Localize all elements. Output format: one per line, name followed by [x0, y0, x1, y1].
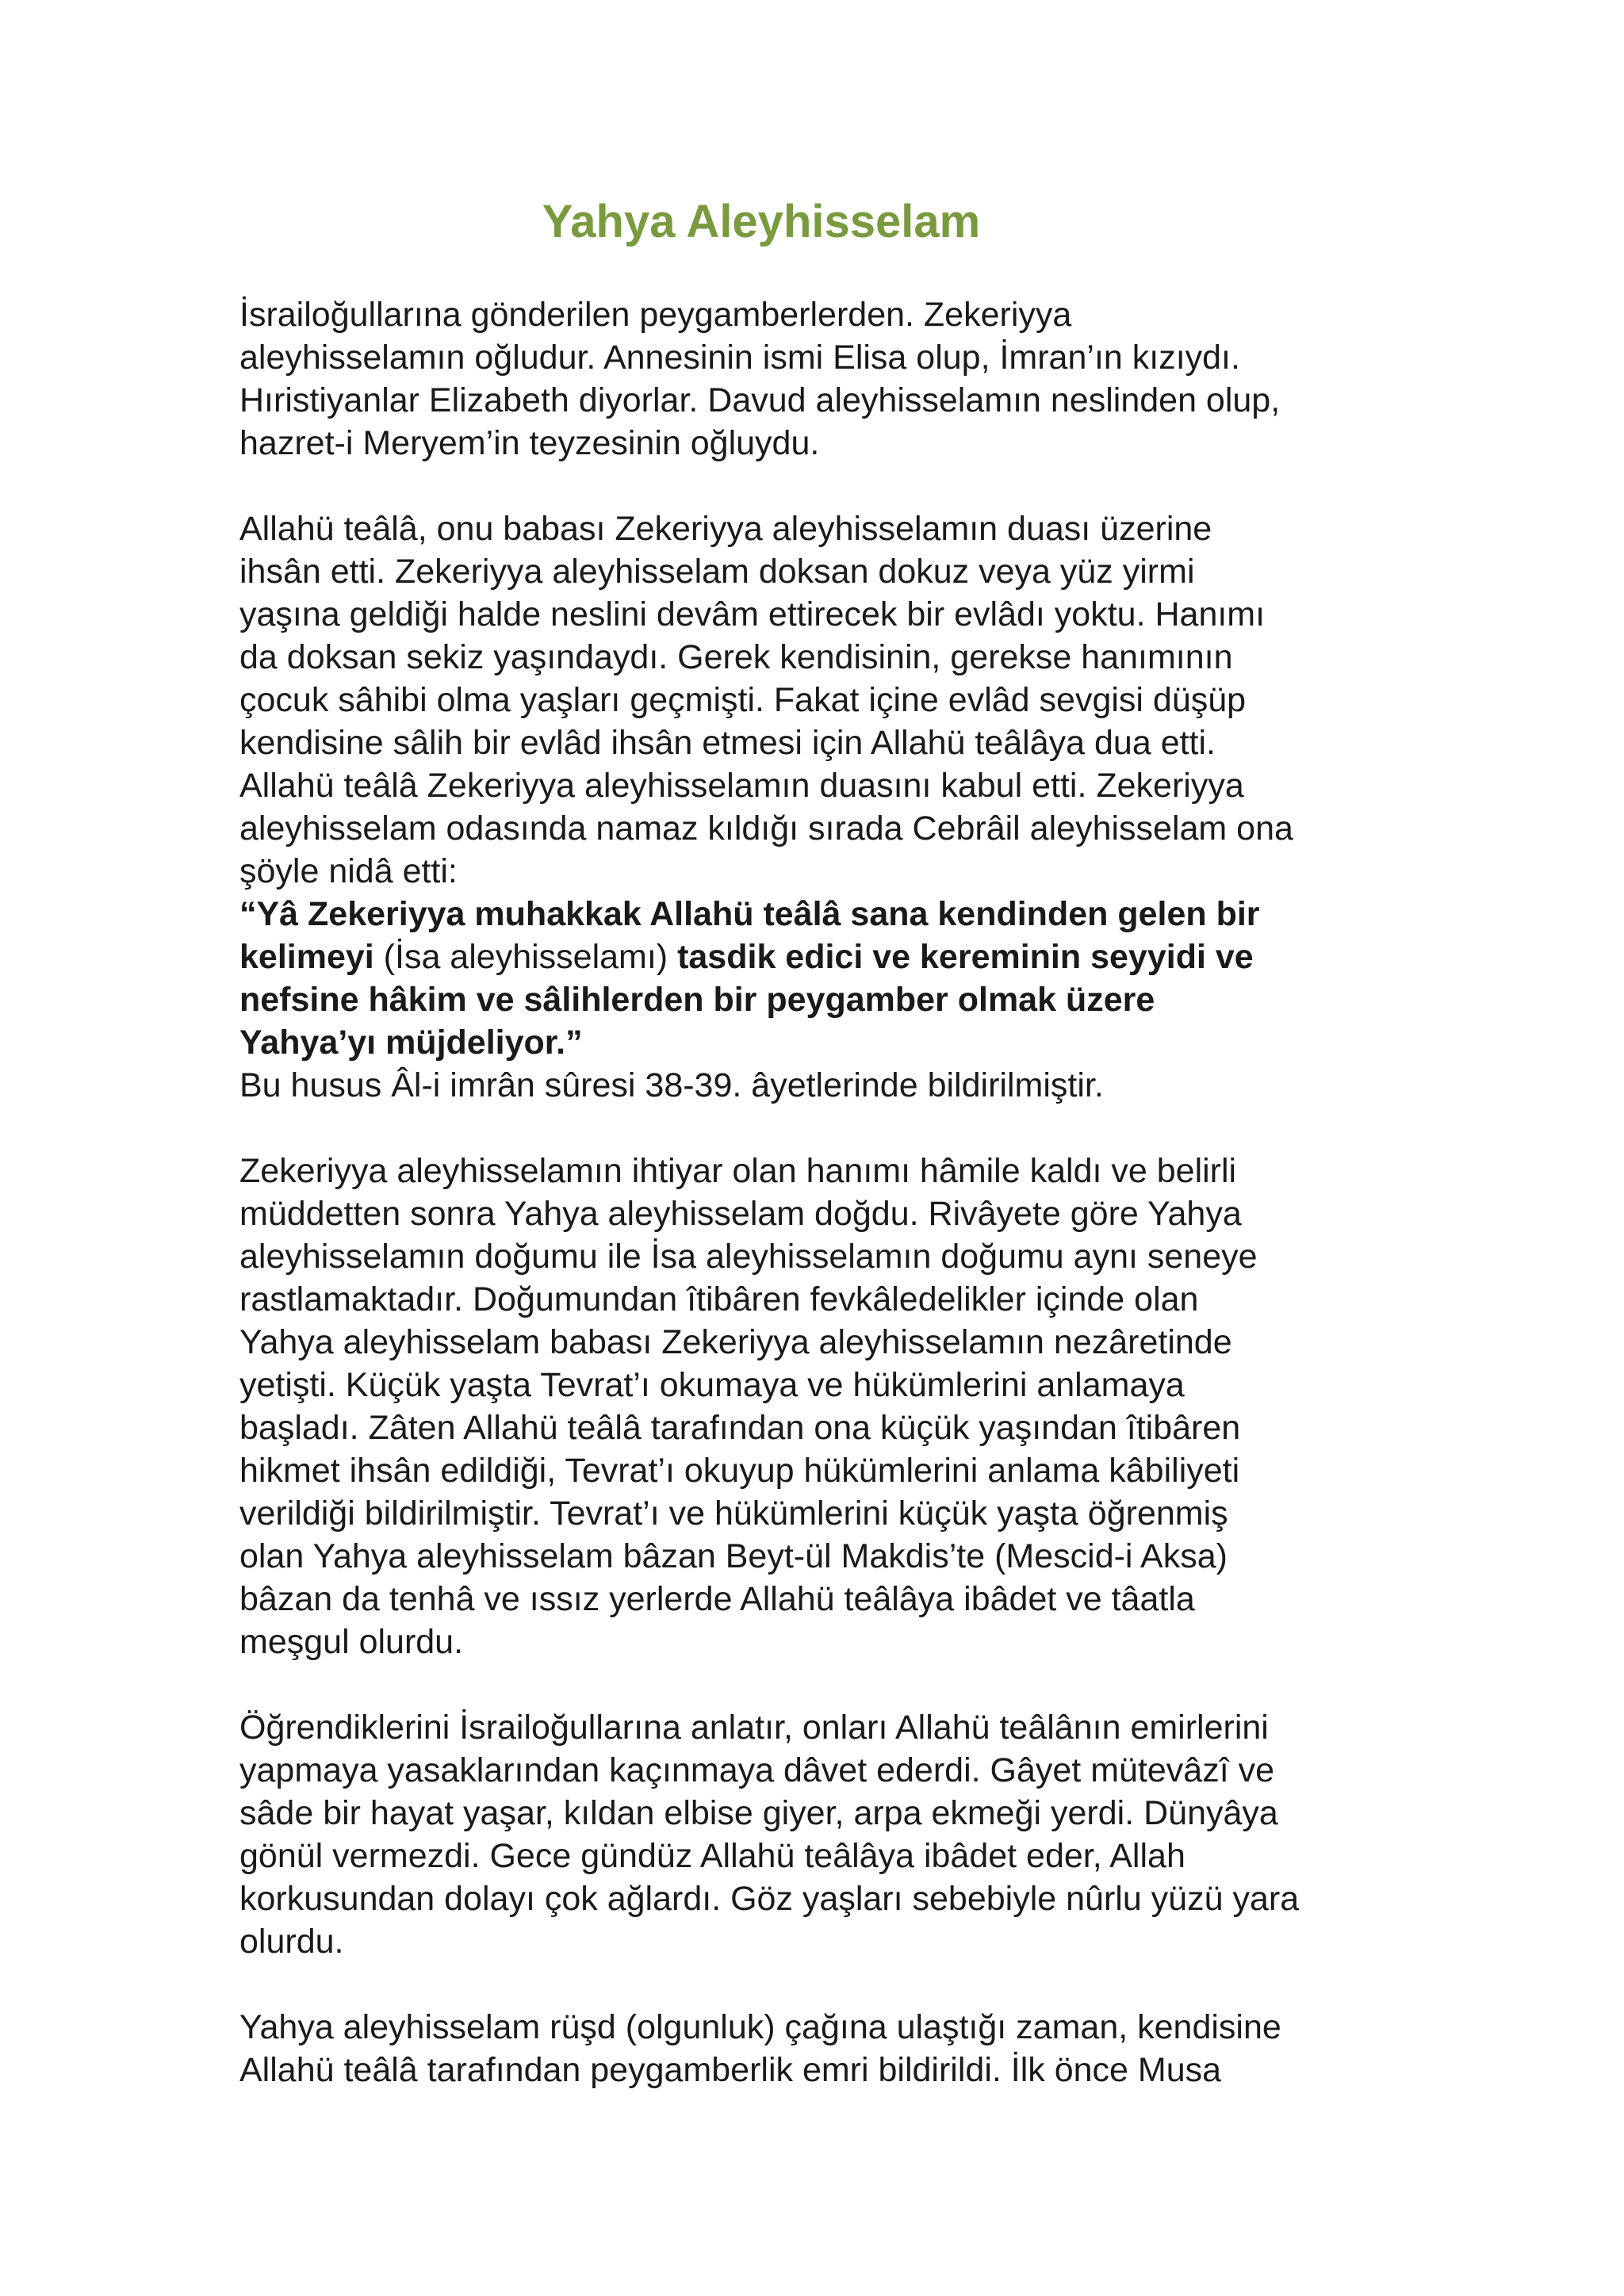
text-line: Allahü teâlâ tarafından peygamberlik emri bildirildi. İlk önce Musa — [239, 2051, 1222, 2089]
text-line: aleyhisselamın oğludur. Annesinin ismi Elisa olup, İmran’ın kızıydı. — [239, 339, 1240, 377]
text-line: aleyhisselamın doğumu ile İsa aleyhisselamın doğumu aynı seneye — [239, 1238, 1258, 1276]
text-line: aleyhisselam odasında namaz kıldığı sırada Cebrâil aleyhisselam ona — [239, 809, 1293, 848]
text-line: hazret-i Meryem’in teyzesinin oğluydu. — [239, 424, 820, 462]
text-line: yetişti. Küçük yaşta Tevrat’ı okumaya ve hükümlerini anlamaya — [239, 1366, 1185, 1404]
paragraph-2 — [239, 507, 1413, 1107]
text-line: Yahya aleyhisselam rüşd (olgunluk) çağına ulaştığı zaman, kendisine — [239, 2008, 1281, 2046]
text-line: kendisine sâlih bir evlâd ihsân etmesi için Allahü teâlâya dua etti. — [239, 724, 1216, 762]
document-body — [239, 293, 1413, 2134]
text-line: başladı. Zâten Allahü teâlâ tarafından ona küçük yaşından îtibâren — [239, 1409, 1241, 1447]
paragraph-5 — [239, 2006, 1413, 2091]
quote-line: nefsine hâkim ve sâlihlerden bir peygamber olmak üzere — [239, 981, 1155, 1019]
text-line: hikmet ihsân edildiği, Tevrat’ı okuyup hükümlerini anlama kâbiliyeti — [239, 1452, 1240, 1490]
page-title: Yahya Aleyhisselam — [542, 196, 981, 247]
text-line: sâde bir hayat yaşar, kıldan elbise giyer, arpa ekmeği yerdi. Dünyâya — [239, 1794, 1278, 1832]
text-line: Yahya aleyhisselam babası Zekeriyya aleyhisselamın nezâretinde — [239, 1323, 1232, 1361]
paragraph-4 — [239, 1706, 1413, 1963]
text-line: Hıristiyanlar Elizabeth diyorlar. Davud aleyhisselamın neslinden olup, — [239, 381, 1281, 419]
text-line: İsrailoğullarına gönderilen peygamberlerden. Zekeriyya — [239, 296, 1072, 334]
quote-normal-text: (İsa aleyhisselamı) — [373, 938, 678, 976]
quote-line: “Yâ Zekeriyya muhakkak Allahü teâlâ sana kendinden gelen bir — [239, 895, 1260, 933]
text-line: Allahü teâlâ, onu babası Zekeriyya aleyhisselamın duası üzerine — [239, 510, 1212, 548]
quote-bold-text: tasdik edici ve kereminin seyyidi ve — [677, 938, 1254, 976]
paragraph-3 — [239, 1150, 1413, 1663]
text-line: ihsân etti. Zekeriyya aleyhisselam doksan dokuz veya yüz yirmi — [239, 553, 1195, 591]
quote-line: Yahya’yı müjdeliyor.” — [239, 1024, 583, 1062]
text-line: Allahü teâlâ Zekeriyya aleyhisselamın duasını kabul etti. Zekeriyya — [239, 767, 1244, 805]
paragraph-1 — [239, 293, 1413, 465]
text-line: meşgul olurdu. — [239, 1623, 464, 1661]
text-line: çocuk sâhibi olma yaşları geçmişti. Fakat içine evlâd sevgisi düşüp — [239, 681, 1247, 719]
text-line: bâzan da tenhâ ve ıssız yerlerde Allahü teâlâya ibâdet ve tâatla — [239, 1580, 1195, 1618]
text-line: olurdu. — [239, 1923, 344, 1961]
text-line: rastlamaktadır. Doğumundan îtibâren fevkâledelikler içinde olan — [239, 1280, 1199, 1318]
text-line: olan Yahya aleyhisselam bâzan Beyt-ül Makdis’te (Mescid-i Aksa) — [239, 1537, 1228, 1575]
text-line: da doksan sekiz yaşındaydı. Gerek kendisinin, gerekse hanımının — [239, 638, 1233, 676]
quote-bold-text: kelimeyi — [239, 938, 374, 976]
text-line: korkusundan dolayı çok ağlardı. Göz yaşları sebebiyle nûrlu yüzü yara — [239, 1880, 1300, 1918]
text-line: müddetten sonra Yahya aleyhisselam doğdu. Rivâyete göre Yahya — [239, 1195, 1242, 1233]
text-line: Öğrendiklerini İsrailoğullarına anlatır, onları Allahü teâlânın emirlerini — [239, 1709, 1269, 1747]
text-line: verildiği bildirilmiştir. Tevrat’ı ve hükümlerini küçük yaşta öğrenmiş — [239, 1494, 1228, 1533]
text-line: şöyle nidâ etti: — [239, 852, 458, 890]
text-line: Zekeriyya aleyhisselamın ihtiyar olan hanımı hâmile kaldı ve belirli — [239, 1152, 1237, 1190]
text-line: Bu husus Âl-i imrân sûresi 38-39. âyetlerinde bildirilmiştir. — [239, 1066, 1104, 1104]
text-line: yaşına geldiği halde neslini devâm ettirecek bir evlâdı yoktu. Hanımı — [239, 595, 1266, 633]
quote-line — [239, 936, 1413, 978]
text-line: yapmaya yasaklarından kaçınmaya dâvet ederdi. Gâyet mütevâzî ve — [239, 1751, 1275, 1789]
text-line: gönül vermezdi. Gece gündüz Allahü teâlâya ibâdet eder, Allah — [239, 1837, 1185, 1875]
